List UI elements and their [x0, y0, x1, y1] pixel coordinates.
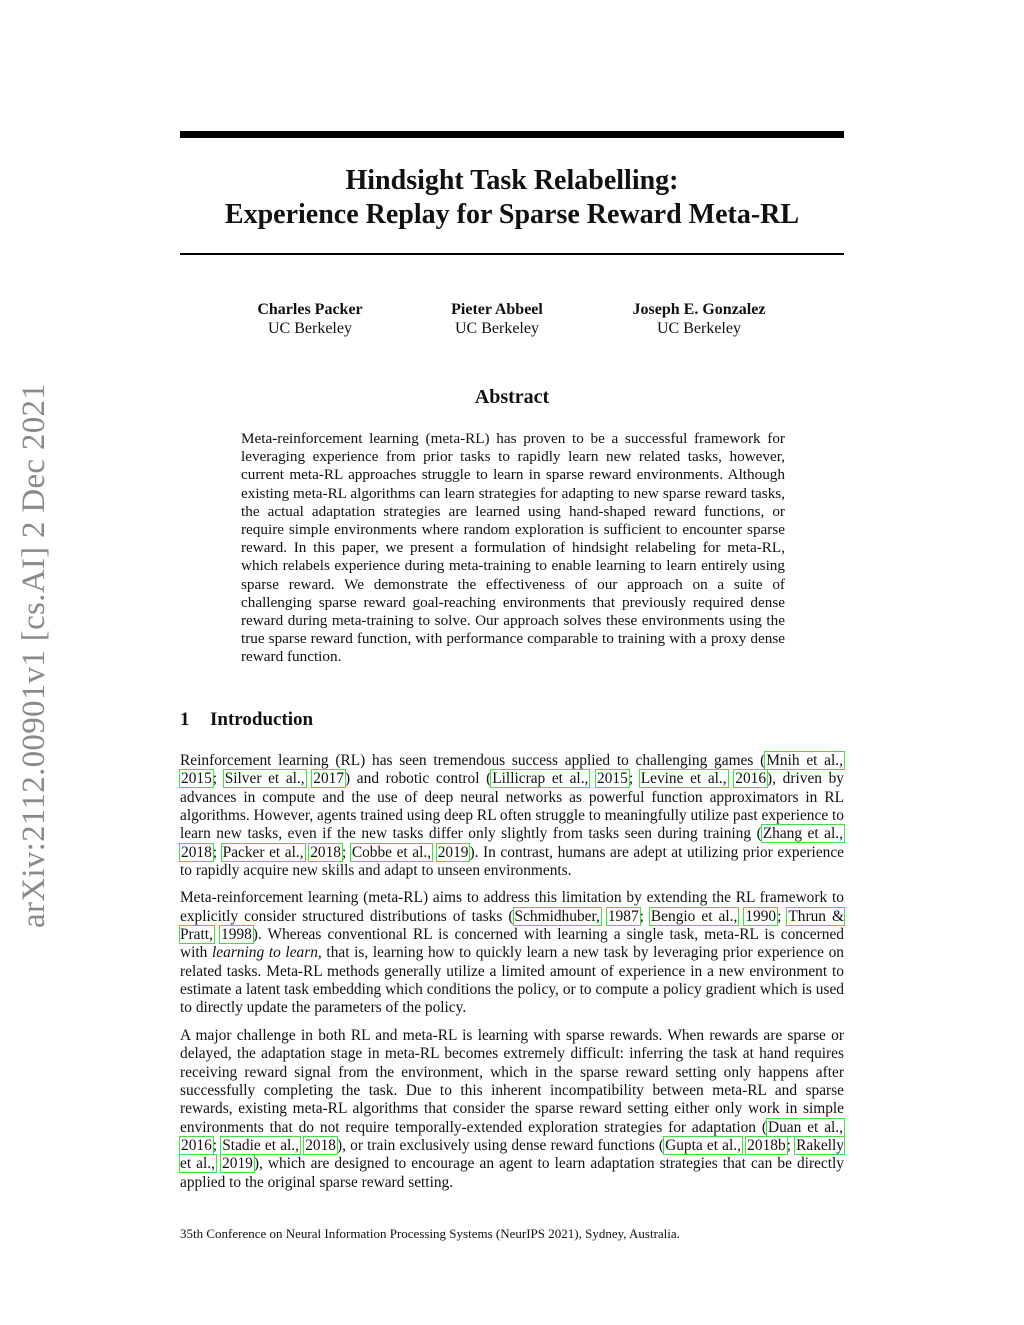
paragraph-3: [180, 1027, 844, 1192]
text-run: ), which are designed to encourage an agent to learn adaptation strategies that can be directly applied to the original sparse reward setting.: [180, 1155, 844, 1191]
emphasis: learning to learn: [212, 944, 318, 962]
author-affiliation: UC Berkeley: [268, 320, 352, 337]
paragraph-2: [180, 889, 844, 1017]
section-title: Introduction: [210, 709, 314, 730]
text-run: ;: [212, 843, 222, 861]
abstract-text: Meta-reinforcement learning (meta-RL) has proven to be a successful framework for leveraging experience from prior tasks to rapidly learn new related tasks, however, current meta-RL approaches struggle to learn in sparse reward environments. Although existing meta-RL algorithms can learn strategies for adapting to new sparse reward tasks, the actual adaptation strategies are learned using hand-shaped reward functions, or require simple environments where random exploration is sufficient to encounter sparse reward. In this paper, we present a formulation of hindsight relabeling for meta-RL, which relabels experience during meta-training to enable learning to learn entirely using sparse reward. We demonstrate the effectiveness of our approach on a suite of challenging sparse reward goal-reaching environments that previously required dense reward during meta-training to solve. Our approach solves these environments using the true sparse reward function, with performance comparable to training with a proxy dense reward function.: [241, 430, 785, 666]
citation-year-link[interactable]: 2019: [222, 1155, 253, 1173]
citation-link[interactable]: Stadie et al.,: [222, 1136, 299, 1154]
title-line-1: Hindsight Task Relabelling:: [345, 165, 679, 196]
citation-year-link[interactable]: 2018: [310, 843, 341, 861]
text-run: ), or train exclusively using dense reward functions (: [336, 1136, 665, 1154]
citation-year-link[interactable]: 2016: [181, 1136, 212, 1154]
text-run: ;: [639, 907, 650, 925]
author-3: [589, 300, 809, 338]
citation-link[interactable]: Rakelly et al.,: [180, 1136, 844, 1173]
text-run: ;: [212, 770, 224, 788]
text-run: ;: [786, 1136, 796, 1154]
citation-link[interactable]: Duan et al.,: [768, 1118, 843, 1136]
arxiv-stamp: arXiv:2112.00901v1 [cs.AI] 2 Dec 2021: [16, 382, 52, 928]
title-rule-bottom: [180, 253, 844, 255]
citation-link[interactable]: Lillicrap et al.,: [492, 770, 589, 788]
citation-link[interactable]: Zhang et al.,: [762, 825, 843, 843]
citation-link[interactable]: Cobbe et al.,: [351, 843, 432, 861]
section-number: 1: [180, 709, 190, 730]
author-name: Joseph E. Gonzalez: [632, 301, 766, 318]
author-name: Pieter Abbeel: [451, 301, 543, 318]
author-2: [387, 300, 607, 338]
conference-footnote: 35th Conference on Neural Information Processing Systems (NeurIPS 2021), Sydney, Australia.: [180, 1226, 680, 1241]
citation-year-link[interactable]: 2015: [597, 770, 628, 788]
citation-link[interactable]: Bengio et al.,: [650, 907, 738, 925]
author-affiliation: UC Berkeley: [455, 320, 539, 337]
section-body: [180, 752, 844, 1201]
citation-link[interactable]: Gupta et al.,: [665, 1136, 741, 1154]
title-line-2: Experience Replay for Sparse Reward Meta-RL: [224, 199, 800, 230]
paragraph-1: [180, 752, 844, 880]
section-heading: [180, 709, 844, 731]
text-run: ). Whereas conventional RL is concerned with learning a single task, meta-RL is concerned with: [180, 926, 844, 962]
text-run: Meta-reinforcement learning (meta-RL) aims to address this limitation by extending the RL framework to explicitly consider structured distributions of tasks (: [180, 889, 844, 925]
citation-year-link[interactable]: 2018: [181, 843, 212, 861]
citation-link[interactable]: Mnih et al.,: [766, 752, 843, 769]
paper-title: [180, 164, 844, 232]
text-run: ;: [777, 907, 788, 925]
citation-year-link[interactable]: 2016: [735, 770, 767, 788]
citation-year-link[interactable]: 2019: [437, 843, 469, 861]
author-block: [0, 300, 1024, 344]
citation-link[interactable]: Silver et al.,: [224, 770, 305, 788]
text-run: Reinforcement learning (RL) has seen tremendous success applied to challenging games (: [180, 752, 766, 769]
text-run: , that is, learning how to quickly learn a new task by leveraging prior experience on related tasks. Meta-RL methods generally utilize a limited amount of experience in a new environment to estimate a latent task embedding which conditions the policy, or to compute a policy gradient which is used to directly update the parameters of the policy.: [180, 944, 844, 1017]
citation-year-link[interactable]: 2018b: [747, 1136, 786, 1154]
text-run: ;: [341, 843, 351, 861]
text-run: ), driven by advances in compute and the use of deep neural networks as powerful function approximators in RL algorithms. However, agents trained using deep RL often struggle to meaningfully utilize past experience to learn new tasks, even if the new tasks differ only slightly from tasks seen during training (: [180, 770, 844, 843]
author-affiliation: UC Berkeley: [657, 320, 741, 337]
citation-link[interactable]: Packer et al.,: [222, 843, 304, 861]
text-run: ) and robotic control (: [345, 770, 492, 788]
citation-link[interactable]: Schmidhuber,: [514, 907, 600, 925]
citation-year-link[interactable]: 2017: [313, 770, 345, 788]
citation-year-link[interactable]: 1990: [745, 907, 777, 925]
citation-link[interactable]: Levine et al.,: [640, 770, 727, 788]
citation-year-link[interactable]: 2015: [181, 770, 212, 788]
text-run: ;: [212, 1136, 222, 1154]
abstract-heading: Abstract: [474, 386, 550, 408]
text-run: A major challenge in both RL and meta-RL is learning with sparse rewards. When rewards are sparse or delayed, the adaptation stage in meta-RL becomes extremely difficult: inferring the task at hand requires receiving reward signal from the environment, which in the sparse reward setting only happens after successfully completing the task. Due to this inherent incompatibility between meta-RL and sparse rewards, existing meta-RL algorithms that consider the sparse reward setting either only work in simple environments that do not require temporally-extended exploration strategies for adaptation (: [180, 1026, 844, 1136]
text-run: ). In contrast, humans are adept at utilizing prior experience to rapidly acquire new skills and adapt to unseen environments.: [180, 843, 845, 880]
text-run: ;: [628, 770, 640, 788]
title-rule-top: [180, 131, 844, 138]
author-name: Charles Packer: [257, 301, 363, 318]
citation-year-link[interactable]: 2018: [305, 1136, 336, 1154]
citation-year-link[interactable]: 1998: [221, 926, 252, 944]
citation-link[interactable]: Thrun & Pratt,: [180, 907, 844, 944]
citation-year-link[interactable]: 1987: [607, 907, 639, 925]
